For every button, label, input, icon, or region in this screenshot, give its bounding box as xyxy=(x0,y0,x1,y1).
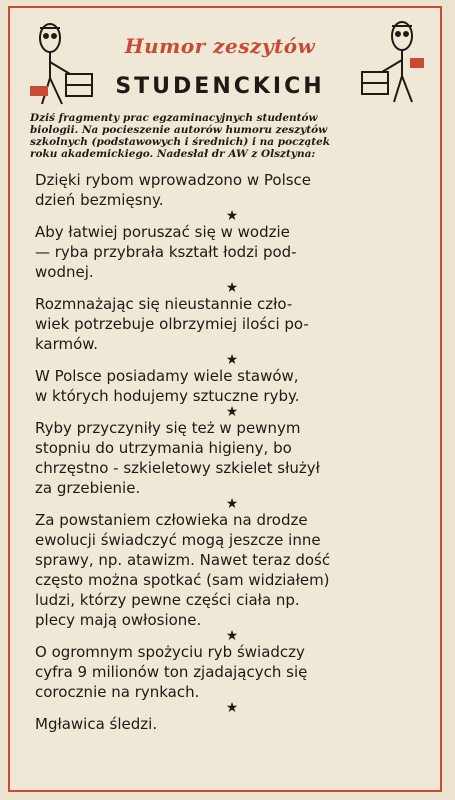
separator-star: ★ xyxy=(225,352,239,368)
joke-line: cyfra 9 milionów ton zjadających się xyxy=(35,663,308,681)
joke-line: Dzięki rybom wprowadzono w Polsce xyxy=(35,171,312,189)
joke-paragraph xyxy=(35,642,429,702)
intro-line: roku akademickiego. Nadesłał dr AW z Olsztyna: xyxy=(30,148,316,160)
separator-star: ★ xyxy=(225,208,239,224)
separator-star: ★ xyxy=(225,496,239,512)
joke-line: Mgławica śledzi. xyxy=(35,715,158,733)
joke-line: karmów. xyxy=(35,335,98,353)
separator-star: ★ xyxy=(225,700,239,716)
joke-line: Ryby przyczyniły się też w pewnym xyxy=(35,419,301,437)
joke-paragraph xyxy=(35,222,429,282)
student-illustration-left xyxy=(22,16,102,116)
joke-paragraph xyxy=(35,170,429,210)
joke-paragraph xyxy=(35,418,429,498)
joke-line: za grzebienie. xyxy=(35,479,141,497)
joke-line: stopniu do utrzymania higieny, bo xyxy=(35,439,292,457)
joke-paragraph xyxy=(35,366,429,406)
joke-line: Aby łatwiej poruszać się w wodzie xyxy=(35,223,290,241)
title-studenckich: STUDENCKICH xyxy=(115,74,325,99)
intro-line: biologii. Na pocieszenie autorów humoru zeszytów xyxy=(30,124,328,136)
joke-line: — ryba przybrała kształt łodzi pod- xyxy=(35,243,297,261)
jokes-list xyxy=(35,170,429,734)
student-illustration-right xyxy=(352,14,432,114)
separator-star: ★ xyxy=(225,628,239,644)
joke-line: corocznie na rynkach. xyxy=(35,683,200,701)
joke-line: W Polsce posiadamy wiele stawów, xyxy=(35,367,299,385)
joke-line: Rozmnażając się nieustannie czło- xyxy=(35,295,293,313)
intro-line: szkolnych (podstawowych i średnich) i na początek xyxy=(30,136,331,148)
joke-line: wiek potrzebuje olbrzymiej ilości po- xyxy=(35,315,309,333)
intro-text xyxy=(30,112,430,160)
joke-paragraph xyxy=(35,714,429,734)
joke-line: plecy mają owłosione. xyxy=(35,611,202,629)
joke-line: sprawy, np. atawizm. Nawet teraz dość xyxy=(35,551,331,569)
joke-line: Za powstaniem człowieka na drodze xyxy=(35,511,308,529)
joke-line: O ogromnym spożyciu ryb świadczy xyxy=(35,643,305,661)
joke-paragraph xyxy=(35,510,429,630)
joke-line: dzień bezmięsny. xyxy=(35,191,164,209)
joke-line: ewolucji świadczyć mogą jeszcze inne xyxy=(35,531,321,549)
separator-star: ★ xyxy=(225,280,239,296)
separator-star: ★ xyxy=(225,404,239,420)
joke-line: wodnej. xyxy=(35,263,94,281)
intro-line: Dziś fragmenty prac egzaminacyjnych studentów xyxy=(30,112,318,124)
joke-line: ludzi, którzy pewne części ciała np. xyxy=(35,591,300,609)
joke-line: często można spotkać (sam widziałem) xyxy=(35,571,330,589)
joke-line: chrzęstno - szkieletowy szkielet służył xyxy=(35,459,320,477)
joke-line: w których hodujemy sztuczne ryby. xyxy=(35,387,300,405)
joke-paragraph xyxy=(35,294,429,354)
title-humor-zeszytow: Humor zeszytów xyxy=(124,34,316,58)
